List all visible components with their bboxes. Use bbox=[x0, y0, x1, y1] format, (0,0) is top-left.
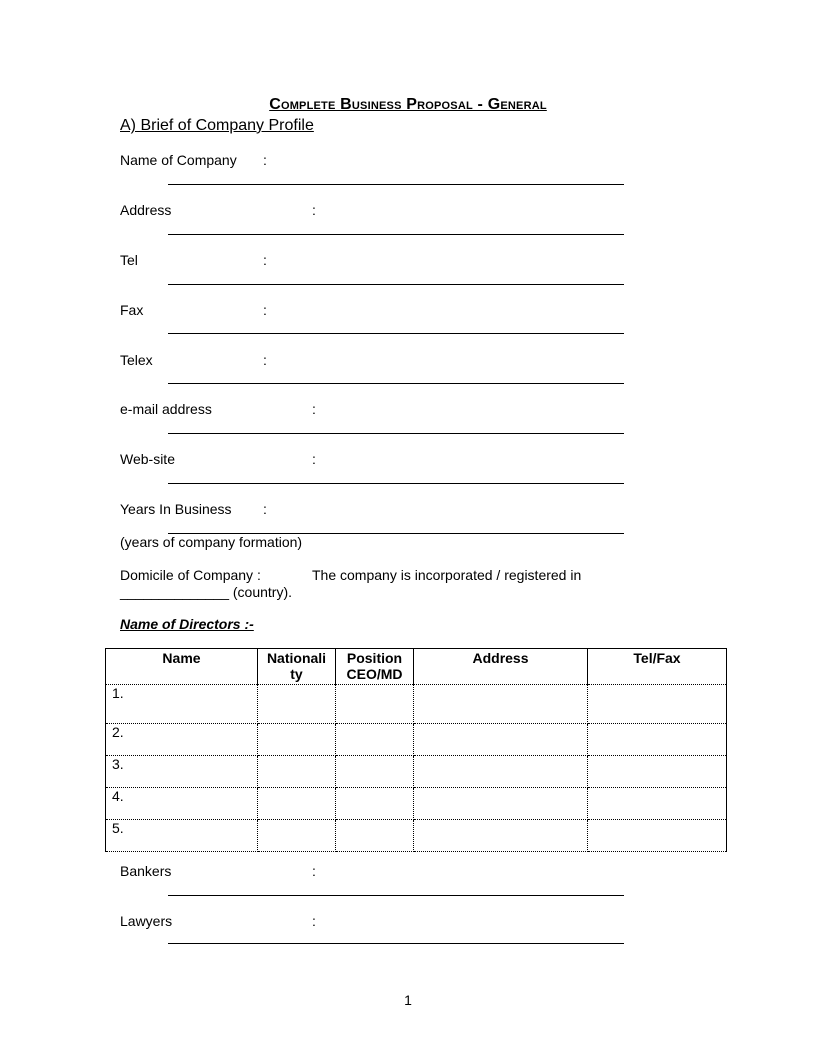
table-cell[interactable] bbox=[588, 724, 727, 756]
table-cell[interactable] bbox=[414, 724, 588, 756]
table-row bbox=[106, 820, 727, 852]
field-line-bankers[interactable] bbox=[168, 895, 624, 896]
field-line-lawyers[interactable] bbox=[168, 943, 624, 944]
table-row bbox=[106, 756, 727, 788]
field-colon: : bbox=[312, 913, 316, 929]
field-line-telex[interactable] bbox=[168, 383, 624, 384]
field-line-company-name[interactable] bbox=[168, 184, 624, 185]
page-number: 1 bbox=[404, 992, 412, 1008]
field-label-years-in-business: Years In Business bbox=[120, 501, 232, 517]
field-label-lawyers: Lawyers bbox=[120, 913, 173, 929]
row-number: 4. bbox=[106, 788, 258, 820]
field-line-email[interactable] bbox=[168, 433, 624, 434]
field-label-fax: Fax bbox=[120, 302, 144, 318]
table-cell[interactable] bbox=[258, 788, 336, 820]
col-header-tel-fax: Tel/Fax bbox=[588, 649, 727, 685]
field-label-tel: Tel bbox=[120, 252, 138, 268]
row-number: 5. bbox=[106, 820, 258, 852]
table-cell[interactable] bbox=[336, 724, 414, 756]
table-cell[interactable] bbox=[336, 685, 414, 724]
field-label-telex: Telex bbox=[120, 352, 153, 368]
field-label-website: Web-site bbox=[120, 451, 175, 467]
field-colon: : bbox=[263, 252, 267, 268]
table-cell[interactable] bbox=[258, 685, 336, 724]
table-cell[interactable] bbox=[414, 820, 588, 852]
table-cell[interactable] bbox=[414, 756, 588, 788]
col-header-position: Position CEO/MD bbox=[336, 649, 414, 685]
domicile-country: ______________ (country). bbox=[120, 584, 293, 600]
table-cell[interactable] bbox=[588, 756, 727, 788]
table-cell[interactable] bbox=[336, 788, 414, 820]
table-row bbox=[106, 724, 727, 756]
row-number: 3. bbox=[106, 756, 258, 788]
field-colon: : bbox=[312, 401, 316, 417]
table-row bbox=[106, 685, 727, 724]
table-row bbox=[106, 788, 727, 820]
field-colon: : bbox=[312, 863, 316, 879]
field-line-fax[interactable] bbox=[168, 333, 624, 334]
directors-heading: Name of Directors :- bbox=[120, 616, 254, 632]
table-cell[interactable] bbox=[258, 820, 336, 852]
field-line-website[interactable] bbox=[168, 483, 624, 484]
section-heading: A) Brief of Company Profile bbox=[120, 117, 314, 134]
field-label-bankers: Bankers bbox=[120, 863, 172, 879]
table-cell[interactable] bbox=[258, 756, 336, 788]
field-colon: : bbox=[312, 451, 316, 467]
table-cell[interactable] bbox=[588, 685, 727, 724]
row-number: 1. bbox=[106, 685, 258, 724]
directors-table bbox=[105, 648, 727, 852]
domicile-text: The company is incorporated / registered in bbox=[312, 567, 582, 583]
field-colon: : bbox=[312, 202, 316, 218]
table-cell[interactable] bbox=[336, 756, 414, 788]
col-header-name: Name bbox=[106, 649, 258, 685]
document-title: Complete Business Proposal - General bbox=[269, 96, 547, 113]
table-cell[interactable] bbox=[258, 724, 336, 756]
years-note: (years of company formation) bbox=[120, 534, 303, 550]
table-cell[interactable] bbox=[588, 788, 727, 820]
table-header-row bbox=[106, 649, 727, 685]
domicile-label: Domicile of Company : bbox=[120, 567, 261, 583]
field-colon: : bbox=[263, 302, 267, 318]
col-header-address: Address bbox=[414, 649, 588, 685]
table-cell[interactable] bbox=[336, 820, 414, 852]
table-cell[interactable] bbox=[588, 820, 727, 852]
col-header-nationality: Nationali ty bbox=[258, 649, 336, 685]
row-number: 2. bbox=[106, 724, 258, 756]
table-cell[interactable] bbox=[414, 788, 588, 820]
field-label-address: Address bbox=[120, 202, 172, 218]
field-colon: : bbox=[263, 352, 267, 368]
field-colon: : bbox=[263, 501, 267, 517]
field-line-address[interactable] bbox=[168, 234, 624, 235]
field-label-company-name: Name of Company bbox=[120, 152, 237, 168]
table-cell[interactable] bbox=[414, 685, 588, 724]
field-label-email: e-mail address bbox=[120, 401, 212, 417]
field-line-tel[interactable] bbox=[168, 284, 624, 285]
field-colon: : bbox=[263, 152, 267, 168]
